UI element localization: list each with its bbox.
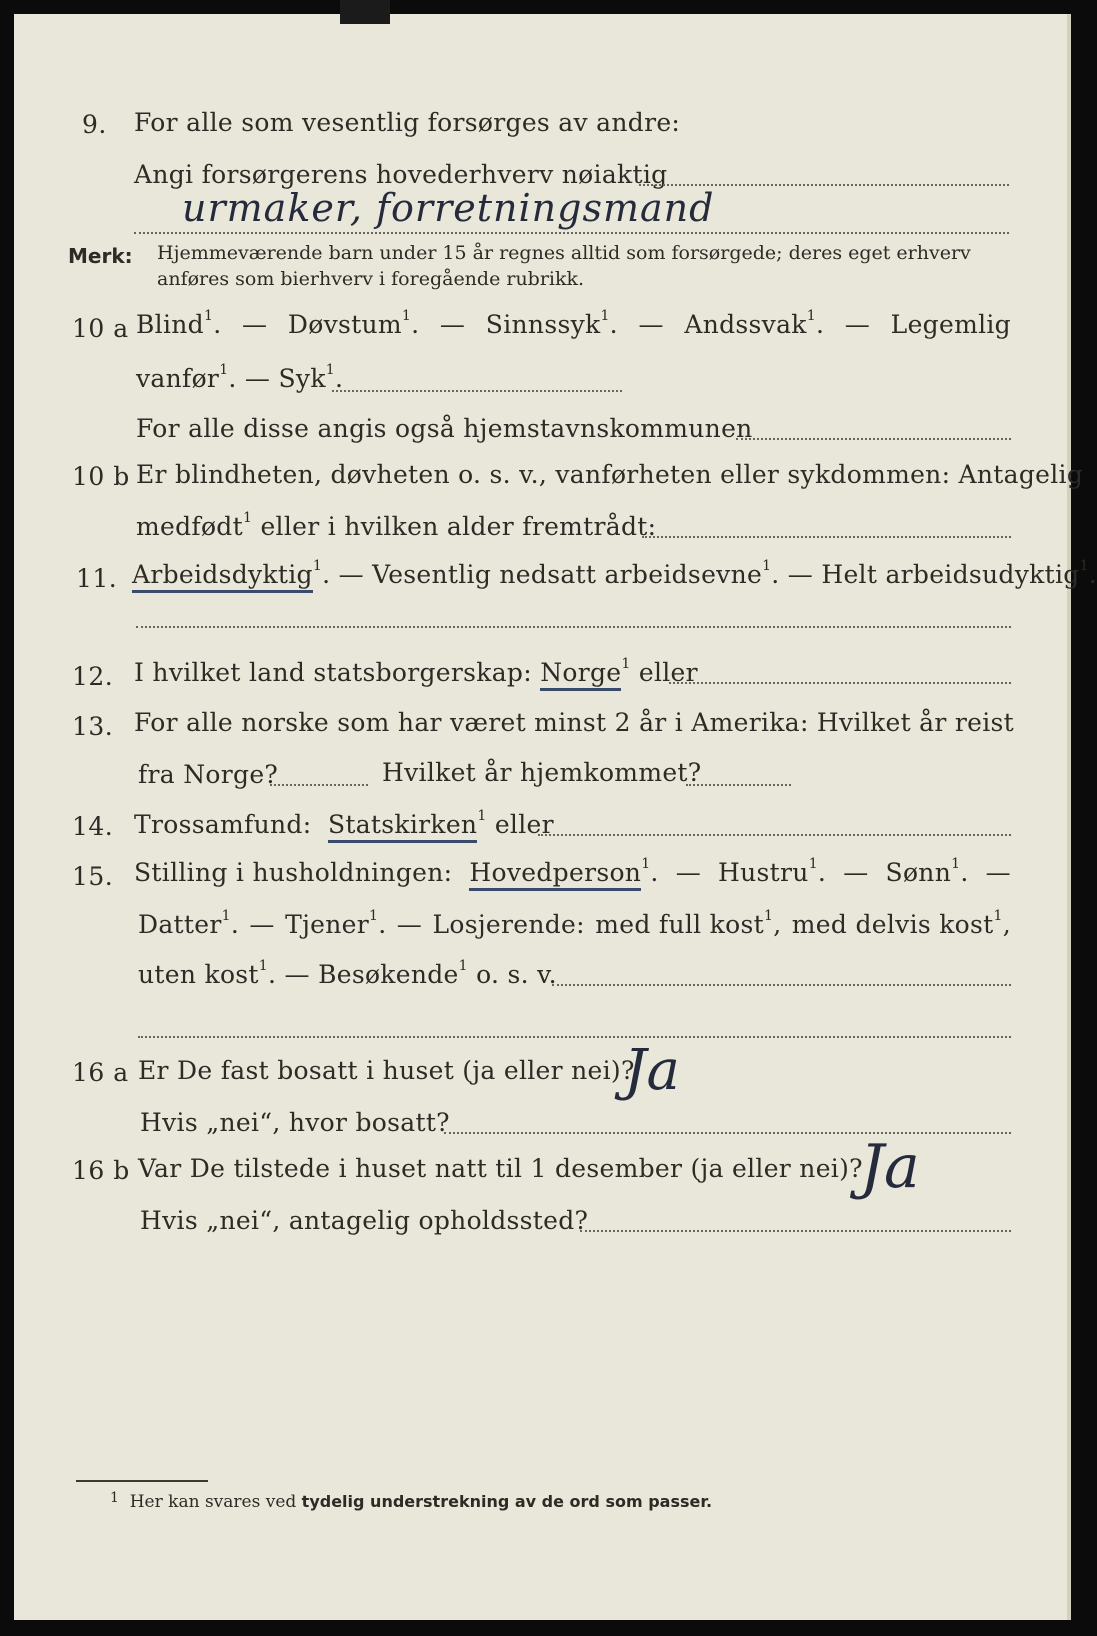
option-norge-underlined: Norge [540,658,621,691]
section-10a-line-2: vanfør$^1$. — Syk$^1$. [136,362,344,393]
section-9-prompt: Angi forsørgerens hovederhverv nøiaktig [134,160,668,189]
option-tjener: Tjener$^1$. [285,908,387,939]
section-14-question: Trossamfund: Statskirken$^1$ eller [134,810,554,839]
option-blind: Blind$^1$. [136,308,222,339]
section-15-line-3: uten kost$^1$. — Besøkende$^1$ o. s. v. [138,958,557,989]
section-16b-where: Hvis „nei“, antagelig opholdssted? [140,1206,589,1235]
census-form-page [14,14,1097,1620]
answer-line [332,390,622,392]
answer-line [642,536,1011,538]
option-med-full-kost: med full kost$^1$, [595,908,782,939]
section-16b-number: 16 b [72,1156,130,1185]
section-9-handwritten-answer: urmaker, forretningsmand [182,186,715,230]
section-15-line-2: Datter$^1$. — Tjener$^1$. — Losjerende: med full kost$^1$, med delvis kost$^1$, [138,908,1011,939]
section-16b-question: Var De tilstede i huset natt til 1 desember (ja eller nei)? [138,1154,863,1183]
answer-line [270,784,368,786]
section-11-options: Arbeidsdyktig$^1$. — Vesentlig nedsatt arbeidsevne$^1$. — Helt arbeidsudyktig$^1$. [132,560,1097,589]
section-10b-number: 10 b [72,462,130,491]
answer-line [669,682,1011,684]
footnote-rule [76,1480,208,1482]
option-syk: Syk [278,364,326,393]
section-11-number: 11. [76,564,118,593]
merk-note-line-2: anføres som bierhverv i foregående rubrikk. [157,268,585,290]
section-16a-where: Hvis „nei“, hvor bosatt? [140,1108,450,1137]
section-15-line-1: Stilling i husholdningen: Hovedperson$^1$. — Hustru$^1$. — Sønn$^1$. — [134,858,1011,887]
option-vesentlig-nedsatt: Vesentlig nedsatt arbeidsevne [372,560,763,589]
option-medfodt: medfødt [136,512,243,541]
footnote: $^1$ Her kan svares ved tydelig understrekning av de ord som passer. [110,1490,713,1512]
answer-line [580,1230,1011,1232]
answer-line [686,784,791,786]
answer-line [444,1132,1011,1134]
option-statskirken-underlined: Statskirken [328,810,477,843]
section-15-number: 15. [72,862,114,891]
option-hustru: Hustru$^1$. [718,856,827,887]
section-13-from-norway: fra Norge? [138,760,279,789]
section-16a-question: Er De fast bosatt i huset (ja eller nei)? [138,1056,635,1085]
section-10a-hometown-prompt: For alle disse angis også hjemstavnskommunen [136,414,753,443]
binding-tab [340,0,390,24]
option-vanfor: vanfør [136,364,220,393]
section-10b-line-2: medfødt$^1$ eller i hvilken alder fremtrådt: [136,510,657,541]
section-10b-question: Er blindheten, døvheten o. s. v., vanførheten eller sykdommen: Antagelig [136,460,1084,489]
section-14-number: 14. [72,812,114,841]
answer-line [736,438,1011,440]
option-uten-kost: uten kost [138,960,259,989]
answer-line [138,1036,1011,1038]
option-datter: Datter$^1$. [138,908,240,939]
option-arbeidsdyktig-underlined: Arbeidsdyktig [132,560,313,593]
option-andssvak: Andssvak$^1$. [684,308,825,339]
answer-line [538,834,1011,836]
merk-label: Merk: [68,244,133,268]
section-16a-number: 16 a [72,1058,129,1087]
section-12-question: I hvilket land statsborgerskap: Norge$^1$ eller [134,658,698,687]
section-9-number: 9. [82,110,107,139]
section-10a-options: Blind$^1$. — Døvstum$^1$. — Sinnssyk$^1$. — Andssvak$^1$. — Legemlig [136,308,1011,339]
option-sonn: Sønn$^1$. [885,856,969,887]
answer-line [552,984,1011,986]
option-med-delvis-kost: med delvis kost$^1$, [791,908,1011,939]
answer-line [134,232,1009,234]
section-10a-number: 10 a [72,314,129,343]
section-13-returned: Hvilket år hjemkommet? [382,758,702,787]
section-13-number: 13. [72,712,114,741]
option-sinnssyk: Sinnssyk$^1$. [485,308,618,339]
section-9-question: For alle som vesentlig forsørges av andre: [134,108,681,137]
section-12-number: 12. [72,662,114,691]
answer-line [136,626,1011,628]
section-16b-handwritten-answer: Ja [860,1132,920,1202]
section-16a-handwritten-answer: Ja [624,1038,680,1103]
option-hovedperson-underlined: Hovedperson [469,858,641,891]
option-besokende: Besøkende [318,960,459,989]
merk-note-line-1: Hjemmeværende barn under 15 år regnes alltid som forsørgede; deres eget erhverv [157,242,971,264]
option-dovstum: Døvstum$^1$. [287,308,420,339]
section-13-question: For alle norske som har været minst 2 år i Amerika: Hvilket år reist [134,708,1015,737]
option-helt-udyktig: Helt arbeidsudyktig [821,560,1080,589]
option-legemlig: Legemlig [890,310,1011,339]
